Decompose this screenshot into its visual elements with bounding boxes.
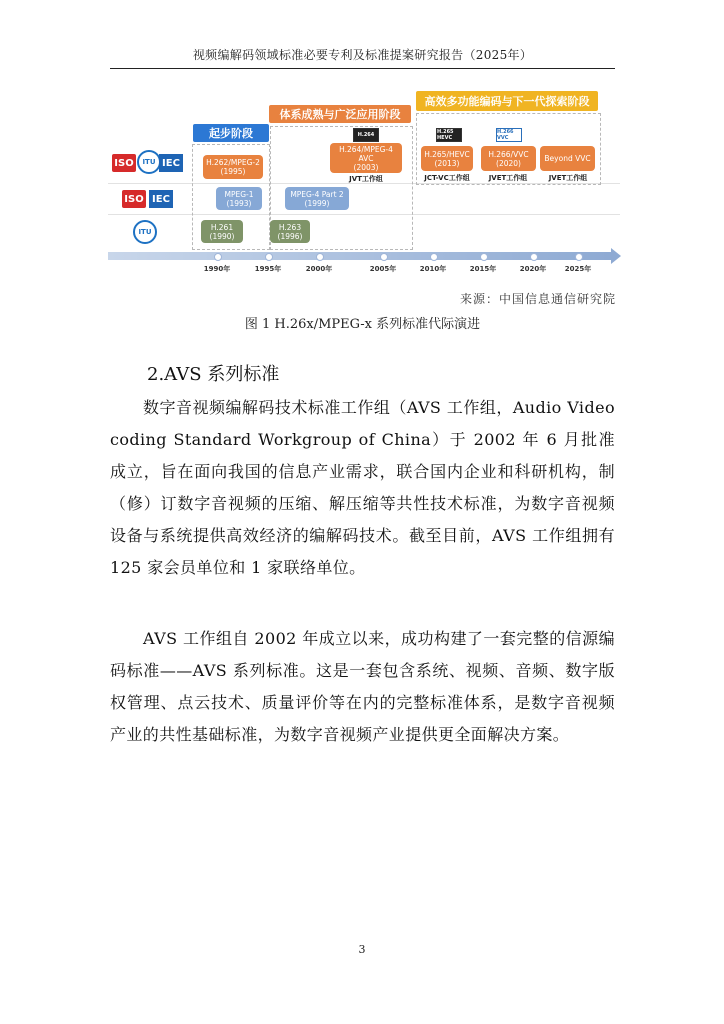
standard-name: H.261 (210, 222, 234, 232)
body-paragraph: 数字音视频编解码技术标准工作组（AVS 工作组，Audio Video coding Standard Workgroup of China）于 2002 年 6 月批准成立，旨在面向我国的信息产业需求，联合国内企业和科研机构，制（修）订数字音视频的压缩、解压缩等共性技术标准，为数字音视频设备与系统提供高效经济的编解码技术。截至目前，AVS 工作组拥有 125 家会员单位和 1 家联络单位。 (110, 398, 615, 577)
itu-logo: ITU (133, 220, 157, 244)
standard-name: Beyond VVC (544, 154, 591, 163)
timeline-tick (316, 253, 324, 261)
standards-evolution-figure (108, 86, 620, 281)
standard-name: H.266/VVC (488, 149, 529, 159)
standard-beyond-vvc (540, 146, 595, 171)
timeline-tick (430, 253, 438, 261)
iec-logo: IEC (159, 154, 183, 172)
standard-name: H.265/HEVC (424, 149, 470, 159)
timeline-tick (480, 253, 488, 261)
page-header: 视频编解码领域标准必要专利及标准提案研究报告（2025年） (192, 48, 533, 62)
timeline-label: 2010年 (419, 265, 447, 273)
workgroup-label-jvt: JVT工作组 (349, 175, 383, 183)
timeline-label: 2020年 (519, 265, 547, 273)
workgroup-label-jctvc: JCT-VC工作组 (424, 174, 470, 182)
timeline-tick (575, 253, 583, 261)
standard-h264-avc (330, 143, 402, 173)
standard-name: H.264/MPEG-4 (339, 144, 393, 154)
standard-subname: AVC (358, 153, 374, 163)
hevc-logo: H.265 HEVC (436, 128, 462, 142)
iso-logo: ISO (122, 190, 146, 208)
workgroup-label-jvet: JVET工作组 (488, 174, 528, 182)
page-number: 3 (358, 943, 366, 956)
iec-logo: IEC (149, 190, 173, 208)
h264-logo: H.264 (353, 128, 379, 142)
standard-year: (2020) (496, 158, 521, 168)
standard-h265-hevc (421, 146, 473, 171)
standard-mpeg1 (216, 187, 262, 210)
timeline-tick (265, 253, 273, 261)
body-paragraph: AVS 工作组自 2002 年成立以来，成功构建了一套完整的信源编码标准——AVS 系列标准。这是一套包含系统、视频、音频、数字版权管理、点云技术、质量评价等在内的完整标准体系，是数字音视频产业的共性基础标准，为数字音视频产业提供更全面解决方案。 (110, 629, 615, 744)
standard-h262 (203, 155, 263, 179)
standard-h261 (201, 220, 243, 243)
timeline-tick (214, 253, 222, 261)
timeline-tick (380, 253, 388, 261)
figure-caption: 图 1 H.26x/MPEG-x 系列标准代际演进 (244, 317, 481, 332)
standard-name: H.262/MPEG-2 (206, 158, 260, 167)
stage-title-next-gen: 高效多功能编码与下一代探索阶段 (416, 91, 598, 111)
standard-name: MPEG-1 (224, 189, 254, 199)
timeline-label: 2000年 (305, 265, 333, 273)
timeline-arrow (611, 248, 621, 264)
vvc-logo: H.266 VVC (496, 128, 522, 142)
timeline-label: 2005年 (369, 265, 397, 273)
standard-year: (2013) (434, 158, 460, 168)
itu-logo: ITU (137, 150, 161, 174)
workgroup-label-jvet: JVET工作组 (548, 174, 588, 182)
timeline-label: 2015年 (469, 265, 497, 273)
stage-title-mature: 体系成熟与广泛应用阶段 (269, 105, 411, 123)
figure-source: 来源：中国信息通信研究院 (459, 292, 616, 306)
standard-year: (1999) (304, 198, 330, 208)
section-heading: 2.AVS 系列标准 (147, 364, 280, 385)
standard-name: H.263 (278, 222, 302, 232)
timeline-label: 1990年 (203, 265, 231, 273)
stage-title-initial: 起步阶段 (193, 124, 269, 142)
standard-mpeg4-part2 (285, 187, 349, 210)
standard-h263 (270, 220, 310, 243)
standard-name: MPEG-4 Part 2 (290, 189, 344, 199)
standard-year: (2003) (353, 162, 379, 172)
header-divider (110, 68, 615, 69)
standard-year: (1995) (220, 167, 246, 176)
timeline-label: 1995年 (254, 265, 282, 273)
standard-year: (1993) (226, 198, 252, 208)
timeline-label: 2025年 (564, 265, 592, 273)
iso-logo: ISO (112, 154, 136, 172)
standard-year: (1990) (209, 231, 235, 241)
timeline-tick (530, 253, 538, 261)
standard-year: (1996) (277, 231, 303, 241)
standard-h266-vvc (481, 146, 536, 171)
